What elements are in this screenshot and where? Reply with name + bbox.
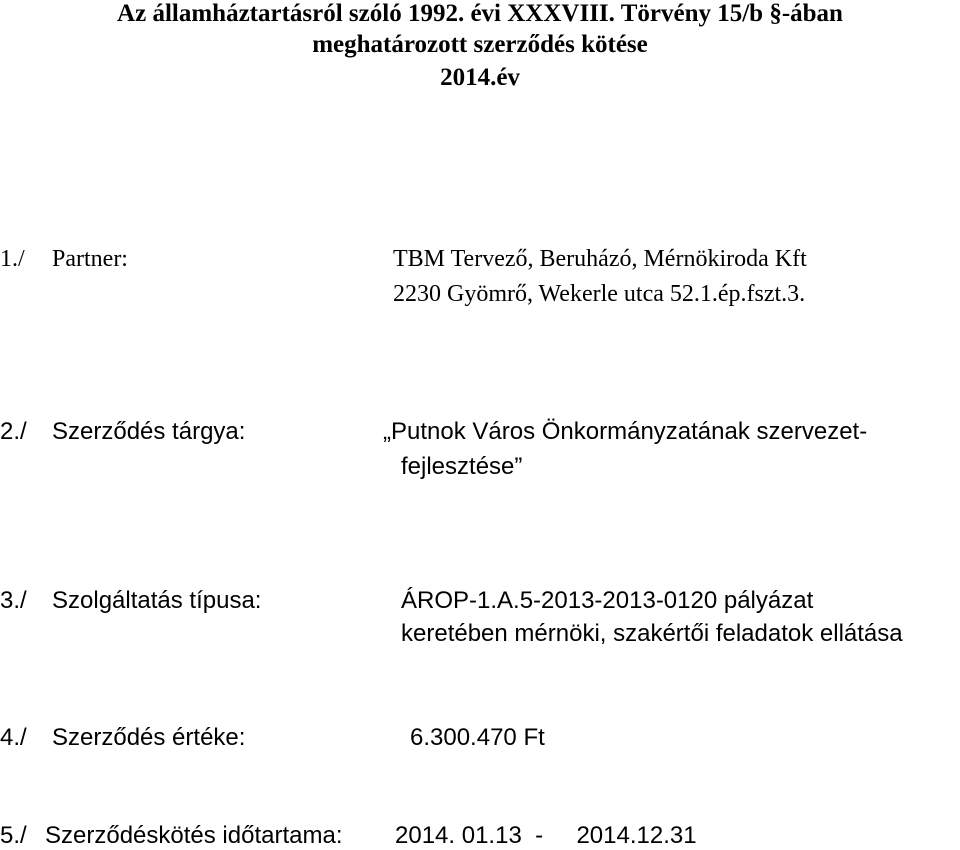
item-value-line: 2230 Gyömrő, Wekerle utca 52.1.ép.fszt.3.	[393, 281, 806, 307]
item-value-line: TBM Tervező, Beruházó, Mérnökiroda Kft	[393, 246, 807, 272]
item-label: Partner:	[52, 246, 128, 272]
item-value-line: 2014. 01.13 - 2014.12.31	[395, 822, 697, 849]
item-label: Szerződés tárgya:	[52, 418, 246, 445]
item-label: Szerződéskötés időtartama:	[45, 822, 343, 849]
item-label: Szerződés értéke:	[52, 724, 246, 751]
item-number: 5./	[0, 822, 27, 849]
item-value-line: „Putnok Város Önkormányzatának szervezet-	[383, 418, 868, 445]
header-line-1: Az államháztartásról szóló 1992. évi XXXVIII. Törvény 15/b §-ában	[117, 0, 843, 27]
item-number: 3./	[0, 587, 27, 614]
item-label: Szolgáltatás típusa:	[52, 587, 262, 614]
header-line-2: meghatározott szerződés kötése	[312, 31, 648, 58]
item-number: 1./	[0, 246, 25, 272]
item-value-line: fejlesztése”	[401, 453, 523, 480]
item-value-line: ÁROP-1.A.5-2013-2013-0120 pályázat	[401, 587, 814, 614]
item-value-line: keretében mérnöki, szakértői feladatok ellátása	[401, 620, 903, 647]
item-value-line: 6.300.470 Ft	[410, 724, 545, 751]
item-number: 4./	[0, 724, 27, 751]
item-number: 2./	[0, 418, 27, 445]
header-line-3: 2014.év	[440, 64, 520, 91]
